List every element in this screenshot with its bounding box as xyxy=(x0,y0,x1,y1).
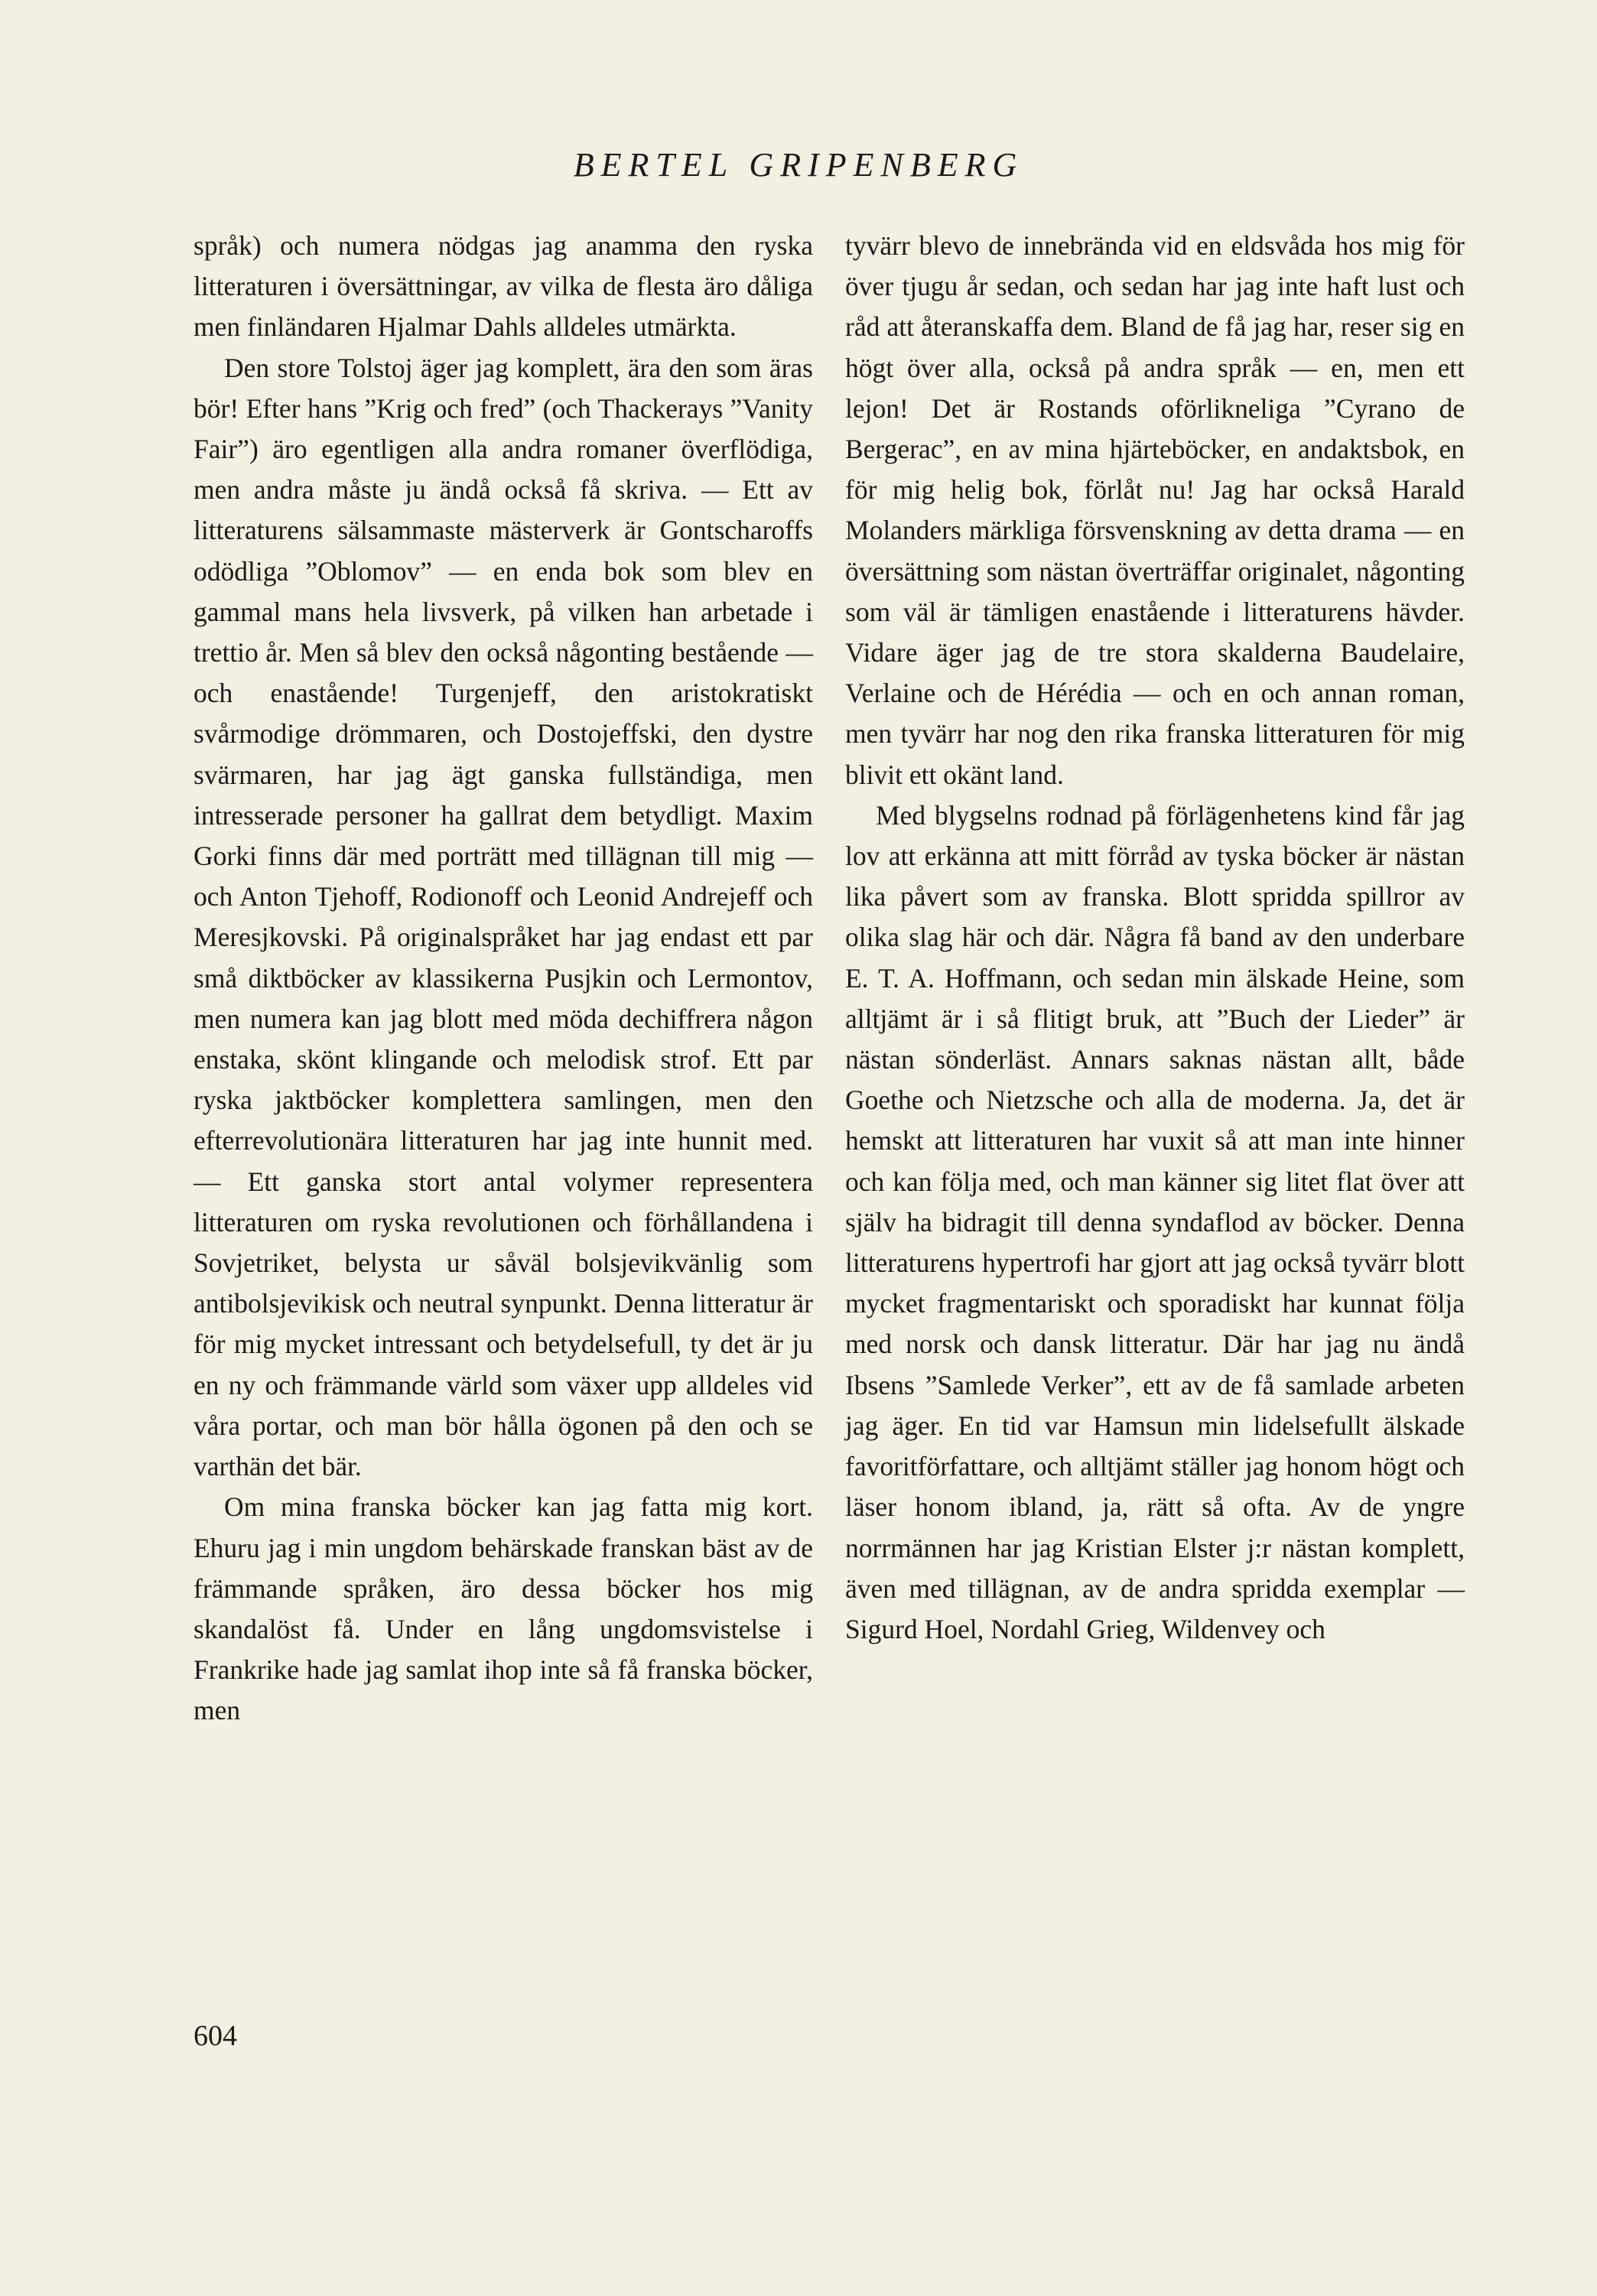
paragraph: Om mina franska böcker kan jag fatta mig kort. Ehuru jag i min ungdom behärskade franskan bäst av de främmande språken, äro dessa böcker hos mig skandalöst få. Under en lång ungdomsvistelse i Frankrike hade jag samlat ihop inte så få franska böcker, men xyxy=(194,1491,813,1726)
right-column xyxy=(845,226,1465,1650)
running-title: BERTEL GRIPENBERG xyxy=(573,146,1024,184)
page-number: 604 xyxy=(194,2020,237,2052)
left-column xyxy=(194,226,813,1732)
paragraph: Med blygselns rodnad på förlägenhetens kind får jag lov att erkänna att mitt förråd av tyska böcker är nästan lika påvert som av franska. Blott spridda spillror av olika slag här och där. Några få band av den underbare E. T. A. Hoffmann, och sedan min älskade Heine, som alltjämt är i så flitigt bruk, att ”Buch der Lieder” är nästan sönderläst. Annars saknas nästan allt, både Goethe och Nietzsche och alla de moderna. Ja, det är hemskt att litteraturen har vuxit så att man inte hinner och kan följa med, och man känner sig litet flat över att själv ha bidragit till denna syndaflod av böcker. Denna litteraturens hypertrofi har gjort att jag också tyvärr blott mycket fragmentariskt och sporadiskt har kunnat följa med norsk och dansk litteratur. Där har jag nu ändå Ibsens ”Samlede Verker”, ett av de få samlade arbeten jag äger. En tid var Hamsun min lidelsefullt älskade favoritförfattare, och alltjämt ställer jag honom högt och läser honom ibland, ja, rätt så ofta. Av de yngre norrmännen har jag Kristian Elster j:r nästan komplett, även med tillägnan, av de andra spridda exemplar — Sigurd Hoel, Nordahl Grieg, Wildenvey och xyxy=(845,799,1465,1644)
paragraph: Den store Tolstoj äger jag komplett, ära den som äras bör! Efter hans ”Krig och fred” (och Thackerays ”Vanity Fair”) äro egentligen alla andra romaner överflödiga, men andra måste ju ändå också få skriva. — Ett av litteraturens sälsammaste mästerverk är Gontscharoffs odödliga ”Oblomov” — en enda bok som blev en gammal mans hela livsverk, på vilken han arbetade i trettio år. Men så blev den också någonting bestående — och enastående! Turgenjeff, den aristokratiskt svårmodige drömmaren, och Dostojeffski, den dystre svärmaren, har jag ägt ganska fullständiga, men intresserade personer ha gallrat dem betydligt. Maxim Gorki finns där med porträtt med tillägnan till mig — och Anton Tjehoff, Rodionoff och Leonid Andrejeff och Meresjkovski. På originalspråket har jag endast ett par små diktböcker av klassikerna Pusjkin och Lermontov, men numera kan jag blott med möda dechiffrera någon enstaka, skönt klingande och melodisk strof. Ett par ryska jaktböcker komplettera samlingen, men den efterrevolutionära litteraturen har jag inte hunnit med. — Ett ganska stort antal volymer representera litteraturen om ryska revolutionen och förhållandena i Sovjetriket, belysta ur såväl bolsjevikvänlig som antibolsjevikisk och neutral synpunkt. Denna litteratur är för mig mycket intressant och betydelsefull, ty det är ju en ny och främmande värld som växer upp alldeles vid våra portar, och man bör hålla ögonen på den och se varthän det bär. xyxy=(194,352,813,1482)
paragraph: språk) och numera nödgas jag anamma den ryska litteraturen i översättningar, av vilka de flesta äro dåliga men finländaren Hjalmar Dahls alldeles utmärkta. xyxy=(194,230,813,343)
paragraph: tyvärr blevo de innebrända vid en eldsvåda hos mig för över tjugu år sedan, och sedan har jag inte haft lust och råd att återanskaffa dem. Bland de få jag har, reser sig en högt över alla, också på andra språk — en, men ett lejon! Det är Rostands oförlikneliga ”Cyrano de Bergerac”, en av mina hjärteböcker, en andaktsbok, en för mig helig bok, förlåt nu! Jag har också Harald Molanders märkliga försvenskning av detta drama — en översättning som nästan överträffar originalet, någonting som väl är tämligen enastående i litteraturens hävder. Vidare äger jag de tre stora skalderna Baudelaire, Verlaine och de Hérédia — och en och annan roman, men tyvärr har nog den rika franska litteraturen för mig blivit ett okänt land. xyxy=(845,230,1465,790)
